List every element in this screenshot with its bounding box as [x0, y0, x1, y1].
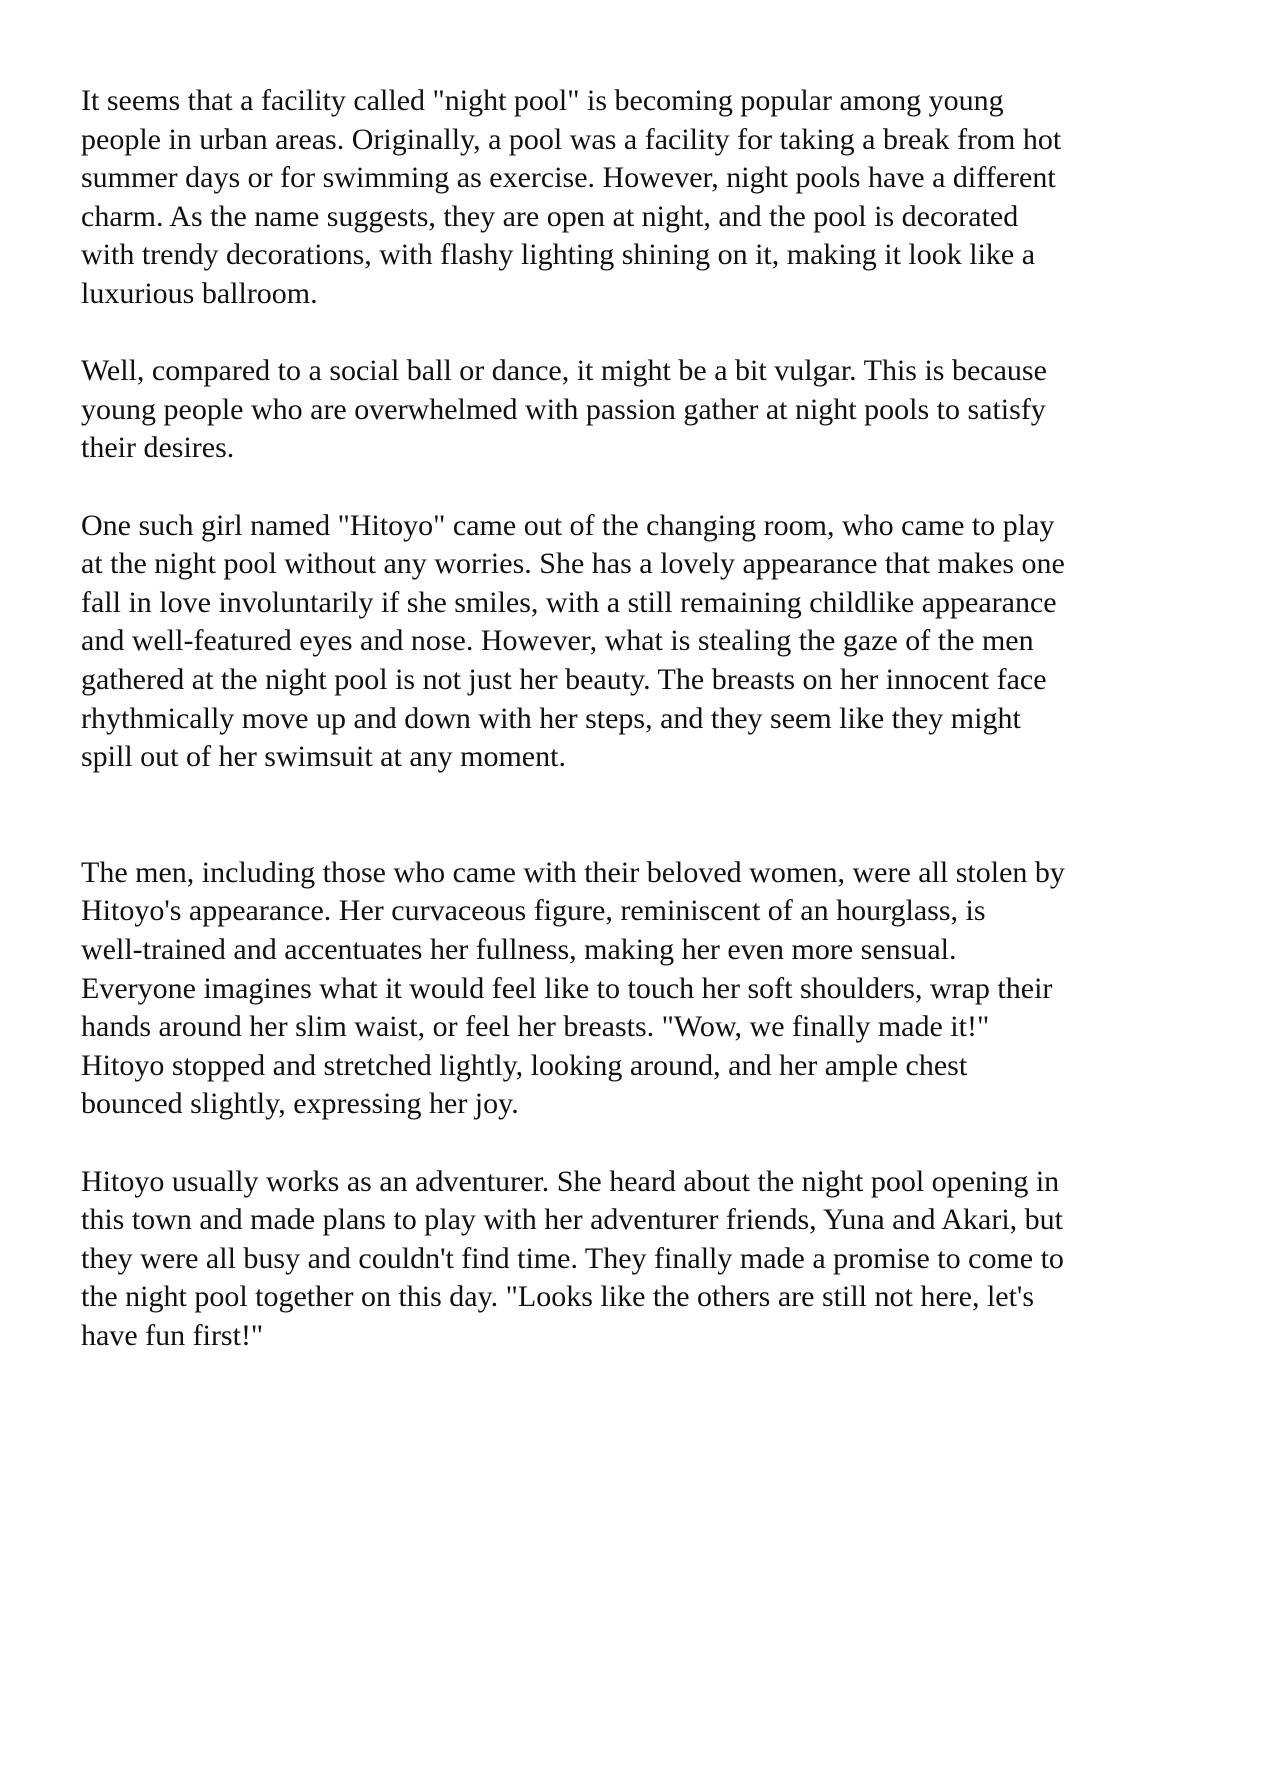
text-line: the night pool together on this day. "Looks like the others are still not here, let's: [81, 1280, 1035, 1314]
text-line: with trendy decorations, with flashy lighting shining on it, making it look like a: [81, 238, 1036, 272]
text-line: One such girl named "Hitoyo" came out of the changing room, who came to play: [81, 508, 1055, 542]
text-line: gathered at the night pool is not just her beauty. The breasts on her innocent face: [81, 662, 1047, 696]
text-line: at the night pool without any worries. She has a lovely appearance that makes one: [81, 547, 1065, 581]
text-line: hands around her slim waist, or feel her breasts. "Wow, we finally made it!": [81, 1010, 990, 1044]
text-line: fall in love involuntarily if she smiles, with a still remaining childlike appearance: [81, 585, 1057, 619]
text-line: The men, including those who came with their beloved women, were all stolen by: [81, 855, 1065, 889]
text-line: Everyone imagines what it would feel like to touch her soft shoulders, wrap their: [81, 971, 1053, 1005]
text-line: this town and made plans to play with her adventurer friends, Yuna and Akari, but: [81, 1203, 1063, 1237]
text-line: Well, compared to a social ball or dance, it might be a bit vulgar. This is because: [81, 354, 1047, 388]
text-line: well-trained and accentuates her fullness, making her even more sensual.: [81, 933, 957, 967]
text-line: Hitoyo's appearance. Her curvaceous figure, reminiscent of an hourglass, is: [81, 894, 986, 928]
paragraph: [81, 854, 1280, 1124]
text-line: young people who are overwhelmed with passion gather at night pools to satisfy: [81, 392, 1046, 426]
text-line: summer days or for swimming as exercise. However, night pools have a different: [81, 161, 1056, 195]
paragraph: [81, 1163, 1280, 1356]
text-line: charm. As the name suggests, they are open at night, and the pool is decorated: [81, 199, 1019, 233]
paragraph: [81, 507, 1280, 777]
text-line: rhythmically move up and down with her steps, and they seem like they might: [81, 701, 1021, 735]
text-line: spill out of her swimsuit at any moment.: [81, 740, 566, 774]
text-line: and well-featured eyes and nose. However, what is stealing the gaze of the men: [81, 624, 1034, 658]
text-line: bounced slightly, expressing her joy.: [81, 1087, 519, 1121]
text-line: It seems that a facility called "night pool" is becoming popular among young: [81, 84, 1004, 117]
text-line: their desires.: [81, 431, 235, 465]
text-line: Hitoyo usually works as an adventurer. She heard about the night pool opening in: [81, 1164, 1060, 1198]
paragraph: [81, 352, 1280, 468]
text-line: Hitoyo stopped and stretched lightly, looking around, and her ample chest: [81, 1048, 968, 1082]
text-line: luxurious ballroom.: [81, 276, 318, 310]
text-line: they were all busy and couldn't find time. They finally made a promise to come to: [81, 1241, 1064, 1275]
text-line: people in urban areas. Originally, a pool was a facility for taking a break from hot: [81, 122, 1062, 156]
text-line: have fun first!": [81, 1319, 264, 1352]
paragraph: [81, 82, 1280, 314]
